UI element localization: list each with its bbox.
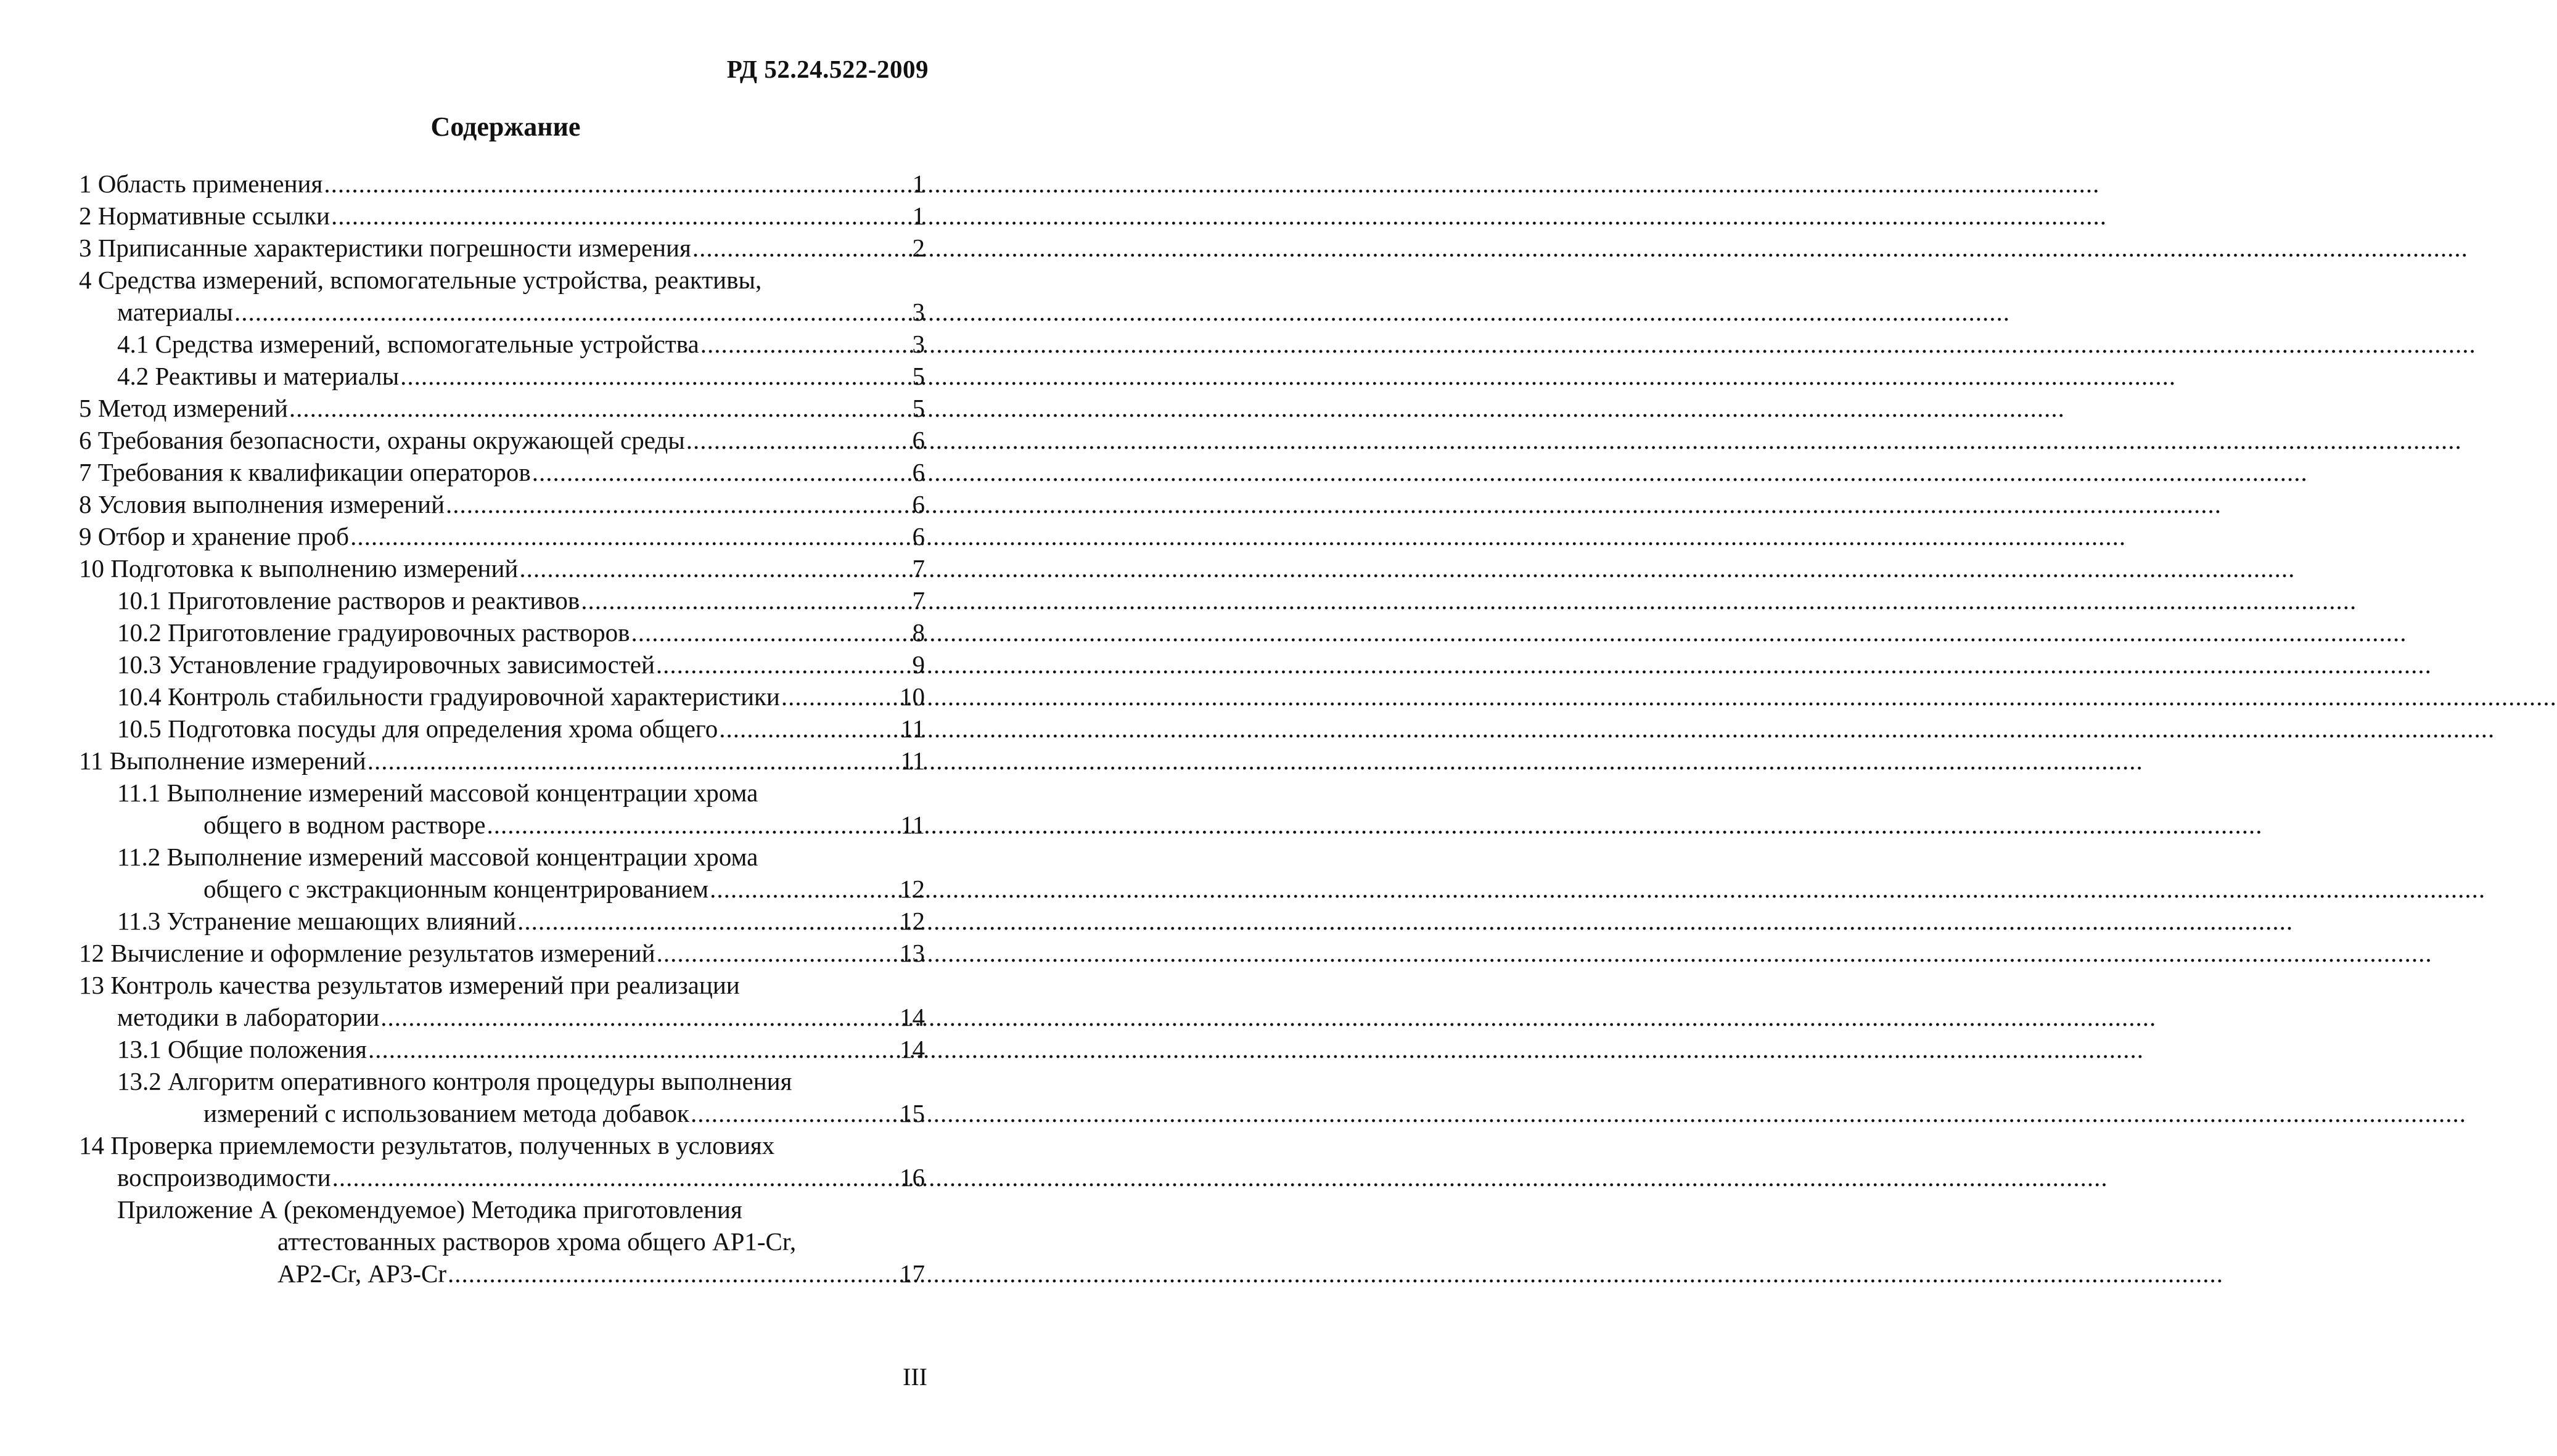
toc-entry-line: [79, 296, 925, 328]
toc-entry-page: 14: [900, 1003, 925, 1031]
dot-leader: [655, 648, 913, 681]
toc-entry: [79, 745, 925, 777]
toc-entry: [79, 905, 925, 937]
toc-entry-page: 11: [900, 811, 925, 839]
toc-entry-page: 15: [900, 1099, 925, 1127]
dot-leader: [330, 200, 913, 232]
toc-entry-text: 14 Проверка приемлемости результатов, полученных в условиях: [79, 1131, 775, 1159]
dot-leader: [233, 296, 913, 328]
toc-entry-text: 10.2 Приготовление градуировочных растворов: [117, 618, 630, 647]
dot-leader: [486, 809, 901, 841]
toc-entry-page: 7: [912, 554, 925, 583]
document-code: РД 52.24.522-2009: [726, 55, 929, 83]
toc-entry-text: 6 Требования безопасности, охраны окружающей среды: [79, 426, 685, 454]
toc-entry-page: 6: [912, 458, 925, 486]
dot-leader: [630, 616, 912, 648]
toc-entry-text: материалы: [117, 298, 233, 326]
toc-entry-text: 4 Средства измерений, вспомогательные устройства, реактивы,: [79, 266, 762, 294]
dot-leader: [379, 1001, 900, 1033]
dot-leader: [516, 905, 900, 937]
dot-leader: [288, 392, 913, 424]
toc-entry: [79, 777, 925, 841]
toc-entry-text: 9 Отбор и хранение проб: [79, 522, 350, 550]
toc-entry-text: АР2-Cr, АР3-Cr: [277, 1259, 446, 1288]
toc-entry-text: общего в водном растворе: [203, 811, 486, 839]
toc-entry: [79, 1065, 925, 1129]
toc-entry: [79, 1129, 925, 1193]
toc-entry-line: [117, 1033, 925, 1065]
toc-entry-line: [79, 392, 925, 424]
toc-entry: [79, 392, 925, 424]
toc-entry: [79, 584, 925, 616]
toc-entry-text: 10.1 Приготовление растворов и реактивов: [117, 586, 580, 615]
toc-entry: [79, 424, 925, 456]
toc-entry-line: [117, 809, 925, 841]
toc-entry-line: [79, 456, 925, 488]
toc-entry: [79, 360, 925, 392]
dot-leader: [331, 1161, 900, 1193]
toc-entry-text: 4.1 Средства измерений, вспомогательные устройства: [117, 330, 699, 358]
toc-title: Содержание: [430, 112, 581, 142]
toc-entry-page: 16: [900, 1163, 925, 1192]
toc-entry-line: [117, 873, 925, 905]
toc-entry: [79, 520, 925, 552]
toc-entry: [79, 1193, 925, 1290]
toc-entry: [79, 841, 925, 905]
toc-entry-page: 11: [900, 746, 925, 775]
toc-entry-page: 13: [900, 939, 925, 967]
dot-leader: [518, 552, 912, 584]
toc-entry-page: 6: [912, 426, 925, 454]
toc-entry-line: [79, 552, 925, 584]
dot-leader: [445, 488, 912, 520]
toc-entry-text: 11.1 Выполнение измерений массовой концентрации хрома: [117, 779, 758, 807]
toc-entry-text: 1 Область применения: [79, 170, 323, 198]
toc-entry-text: 10 Подготовка к выполнению измерений: [79, 554, 519, 583]
toc-entry-text: 7 Требования к квалификации операторов: [79, 458, 531, 486]
toc-entry-text: 10.3 Установление градуировочных зависимостей: [117, 650, 655, 679]
toc-entry-line: [117, 713, 925, 745]
toc-entry-line: [79, 232, 925, 264]
toc-entry-line: [117, 584, 925, 616]
toc-entry-line: [79, 937, 925, 969]
toc-entry-line: [79, 424, 925, 456]
toc-entry: [79, 264, 925, 328]
toc-entry-page: 12: [900, 875, 925, 903]
toc-entry-page: 8: [912, 618, 925, 647]
dot-leader: [366, 745, 901, 777]
toc-entry: [79, 552, 925, 584]
toc-entry-line: [117, 360, 925, 392]
toc-entry-line: [117, 1097, 925, 1129]
toc-entry-text: 13.1 Общие положения: [117, 1035, 367, 1063]
toc-entry-text: 13 Контроль качества результатов измерений при реализации: [79, 971, 740, 999]
toc-entry-text: 5 Метод измерений: [79, 394, 288, 422]
toc-entry-line: [79, 168, 925, 200]
toc-entry-page: 6: [912, 522, 925, 550]
toc-entry: [79, 937, 925, 969]
toc-entry-page: 17: [900, 1259, 925, 1288]
toc-entry-page: 11: [900, 714, 925, 743]
toc-entry: [79, 713, 925, 745]
dot-leader: [780, 681, 900, 713]
toc-entry-page: 1: [912, 170, 925, 198]
toc-entry-text: методики в лаборатории: [117, 1003, 380, 1031]
table-of-contents: [79, 168, 925, 1290]
dot-leader: [689, 1097, 900, 1129]
toc-entry-page: 14: [900, 1035, 925, 1063]
dot-leader: [349, 520, 912, 552]
dot-leader: [685, 424, 913, 456]
toc-entry-text: Приложение А (рекомендуемое) Методика приготовления: [117, 1195, 742, 1224]
toc-entry-line: [79, 200, 925, 232]
toc-entry-page: 9: [912, 650, 925, 679]
toc-entry-line: [117, 616, 925, 648]
dot-leader: [718, 713, 900, 745]
toc-entry-line: [117, 681, 925, 713]
toc-entry-line: [79, 520, 925, 552]
toc-entry-text: 4.2 Реактивы и материалы: [117, 362, 400, 390]
toc-entry: [79, 200, 925, 232]
toc-entry-line: [79, 745, 925, 777]
dot-leader: [691, 232, 913, 264]
dot-leader: [446, 1258, 900, 1290]
toc-entry-line: [117, 905, 925, 937]
toc-entry-page: 3: [912, 330, 925, 358]
toc-entry: [79, 168, 925, 200]
toc-entry-line: [117, 648, 925, 681]
toc-entry: [79, 648, 925, 681]
dot-leader: [531, 456, 913, 488]
toc-entry: [79, 1033, 925, 1065]
toc-entry: [79, 456, 925, 488]
toc-entry-text: общего с экстракционным концентрированием: [203, 875, 709, 903]
toc-entry: [79, 616, 925, 648]
toc-entry-line: [79, 488, 925, 520]
toc-entry-text: 10.5 Подготовка посуды для определения хрома общего: [117, 714, 718, 743]
toc-entry: [79, 328, 925, 360]
toc-entry-page: 12: [900, 907, 925, 935]
toc-entry-page: 5: [912, 394, 925, 422]
toc-entry-text: 8 Условия выполнения измерений: [79, 490, 445, 518]
toc-entry-text: 3 Приписанные характеристики погрешности измерения: [79, 234, 691, 262]
toc-entry-page: 6: [912, 490, 925, 518]
toc-entry-page: 7: [912, 586, 925, 615]
toc-entry-text: 11.2 Выполнение измерений массовой концентрации хрома: [117, 843, 758, 871]
dot-leader: [699, 328, 913, 360]
toc-entry-line: [79, 1161, 925, 1193]
dot-leader: [399, 360, 912, 392]
toc-entry-text: 13.2 Алгоритм оперативного контроля процедуры выполнения: [117, 1067, 792, 1095]
page-number: III: [903, 1363, 927, 1391]
toc-entry: [79, 681, 925, 713]
toc-entry-text: 2 Нормативные ссылки: [79, 202, 330, 230]
toc-entry-page: 2: [912, 234, 925, 262]
toc-entry-line: [79, 1001, 925, 1033]
toc-entry: [79, 969, 925, 1033]
toc-entry-line: [117, 1258, 925, 1290]
dot-leader: [367, 1033, 900, 1065]
toc-entry-page: 5: [912, 362, 925, 390]
toc-entry-text: аттестованных растворов хрома общего АР1-Cr,: [277, 1227, 797, 1256]
dot-leader: [708, 873, 900, 905]
toc-entry-page: 3: [912, 298, 925, 326]
toc-entry-line: [117, 328, 925, 360]
dot-leader: [655, 937, 900, 969]
toc-entry-text: 11 Выполнение измерений: [79, 746, 366, 775]
toc-entry-text: воспроизводимости: [117, 1163, 331, 1192]
dot-leader: [322, 168, 912, 200]
toc-entry-page: 1: [912, 202, 925, 230]
toc-entry-text: измерений с использованием метода добавок: [203, 1099, 689, 1127]
toc-entry-text: 10.4 Контроль стабильности градуировочной характеристики: [117, 682, 780, 711]
toc-entry-text: 11.3 Устранение мешающих влияний: [117, 907, 517, 935]
toc-entry-text: 12 Вычисление и оформление результатов измерений: [79, 939, 655, 967]
toc-entry-page: 10: [900, 682, 925, 711]
toc-entry: [79, 232, 925, 264]
dot-leader: [580, 584, 912, 616]
toc-entry: [79, 488, 925, 520]
